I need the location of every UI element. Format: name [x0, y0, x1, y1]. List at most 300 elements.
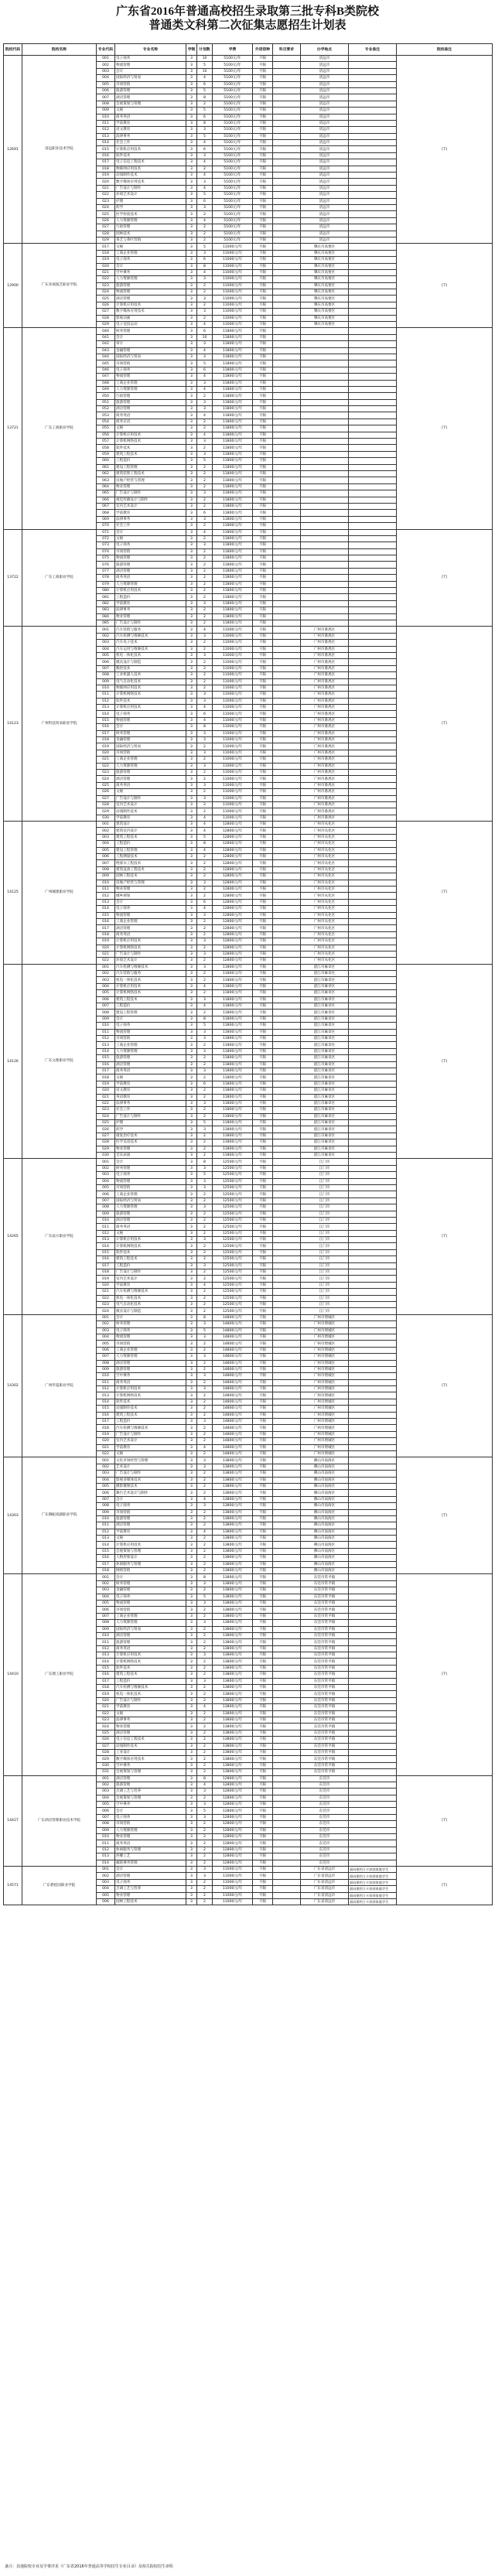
location: 广州市番禺区 [301, 672, 349, 678]
location [301, 490, 349, 497]
language: 不限 [253, 146, 273, 152]
location: 江门市 [301, 1302, 349, 1308]
major-code: 014 [97, 1542, 115, 1548]
language: 不限 [253, 1626, 273, 1632]
quota: 6 [197, 711, 213, 717]
major-code: 016 [97, 1061, 115, 1068]
major-code: 023 [97, 1302, 115, 1308]
tuition: 11800元/年 [213, 977, 253, 983]
major-name: 文秘 [115, 244, 186, 250]
location: 东莞市 [301, 1775, 349, 1782]
institution-code: 14125 [4, 822, 22, 965]
major-remark [349, 244, 397, 250]
quota: 2 [197, 1347, 213, 1353]
major-remark [349, 1536, 397, 1542]
quota: 3 [197, 152, 213, 159]
major-name: 会计 [115, 263, 186, 269]
major-code: 024 [97, 776, 115, 782]
major-name: 人力资源管理 [115, 1354, 186, 1360]
subject-req [273, 1873, 301, 1879]
tuition: 5100元/年 [213, 237, 253, 243]
tuition: 11000元/年 [213, 322, 253, 328]
years: 3 [186, 1262, 197, 1269]
major-remark [349, 938, 397, 945]
years: 3 [186, 1165, 197, 1171]
years: 3 [186, 542, 197, 548]
years: 3 [186, 1555, 197, 1561]
major-code: 014 [97, 906, 115, 912]
major-name: 会计 [115, 1574, 186, 1580]
years: 3 [186, 1048, 197, 1054]
major-name: 护理 [115, 198, 186, 204]
subject-req [273, 334, 301, 340]
quota: 2 [197, 1308, 213, 1314]
major-code: 015 [97, 1055, 115, 1061]
major-remark [349, 1672, 397, 1678]
quota: 2 [197, 1632, 213, 1638]
major-name: 工业机器人技术 [115, 672, 186, 678]
tuition: 11800元/年 [213, 334, 253, 340]
major-remark [349, 1522, 397, 1529]
quota: 4 [197, 529, 213, 535]
major-remark [349, 1691, 397, 1697]
language: 不限 [253, 1295, 273, 1301]
subject-req [273, 1450, 301, 1457]
major-remark [349, 1314, 397, 1320]
quota: 3 [197, 1334, 213, 1340]
major-code: 010 [97, 1373, 115, 1379]
tuition: 11800元/年 [213, 347, 253, 354]
quota: 3 [197, 1100, 213, 1106]
quota: 2 [197, 1587, 213, 1594]
years: 3 [186, 464, 197, 470]
subject-req [273, 711, 301, 717]
years: 3 [186, 108, 197, 114]
language: 不限 [253, 555, 273, 562]
tuition: 11800元/年 [213, 964, 253, 970]
major-remark [349, 958, 397, 964]
years: 3 [186, 1782, 197, 1788]
subject-req [273, 439, 301, 445]
location: 广州市增城区 [301, 1327, 349, 1334]
subject-req [273, 1672, 301, 1678]
major-remark [349, 757, 397, 763]
location: 清远市 [301, 166, 349, 172]
subject-req [273, 971, 301, 977]
major-remark [349, 1341, 397, 1347]
major-name: 文秘 [115, 1230, 186, 1236]
major-name: 工商企业管理 [115, 1613, 186, 1619]
major-name: 国际经济与贸易 [115, 743, 186, 750]
years: 3 [186, 133, 197, 139]
tuition: 11000元/年 [213, 640, 253, 646]
quota: 3 [197, 698, 213, 704]
years: 3 [186, 1724, 197, 1730]
quota: 4 [197, 1496, 213, 1502]
tuition: 13800元/年 [213, 1724, 253, 1730]
subject-req [273, 1743, 301, 1749]
major-name: 市场营销 [115, 1184, 186, 1191]
major-name: 建筑工程技术 [115, 834, 186, 840]
location: 广州市从化区 [301, 828, 349, 834]
language: 不限 [253, 678, 273, 685]
subject-req [273, 276, 301, 282]
language: 不限 [253, 1029, 273, 1035]
major-code: 027 [97, 309, 115, 315]
language: 不限 [253, 211, 273, 217]
major-code: 064 [97, 483, 115, 490]
tuition: 5100元/年 [213, 114, 253, 120]
major-code: 013 [97, 1042, 115, 1048]
major-name: 市场营销 [115, 750, 186, 756]
subject-req [273, 1827, 301, 1833]
subject-req [273, 1088, 301, 1094]
major-code: 025 [97, 211, 115, 217]
subject-req [273, 1730, 301, 1736]
subject-req [273, 659, 301, 665]
quota: 2 [197, 1749, 213, 1755]
subject-req [273, 237, 301, 243]
major-name: 电子商务 [115, 56, 186, 62]
language: 不限 [253, 1775, 273, 1782]
major-code: 042 [97, 341, 115, 347]
quota: 2 [197, 1107, 213, 1113]
subject-req [273, 1042, 301, 1048]
column-header: 办学地点 [301, 44, 349, 56]
language: 不限 [253, 497, 273, 503]
language: 不限 [253, 1840, 273, 1847]
title-line-1: 广东省2016年普通高校招生录取第三批专科B类院校 [115, 5, 379, 18]
tuition: 11800元/年 [213, 523, 253, 529]
language: 不限 [253, 893, 273, 899]
subject-req [273, 94, 301, 101]
major-remark [349, 503, 397, 509]
major-name: 建筑室内设计 [115, 828, 186, 834]
subject-req [273, 523, 301, 529]
quota: 3 [197, 951, 213, 957]
subject-req [273, 698, 301, 704]
major-name: 人物形象设计 [115, 1555, 186, 1561]
subject-req [273, 866, 301, 873]
tuition: 11800元/年 [213, 1120, 253, 1126]
language: 不限 [253, 393, 273, 399]
quota: 3 [197, 964, 213, 970]
major-code: 022 [97, 276, 115, 282]
language: 不限 [253, 101, 273, 107]
tuition: 12800元/年 [213, 951, 253, 957]
subject-req [273, 1184, 301, 1191]
subject-req [273, 1256, 301, 1262]
major-name: 广告设计与制作 [115, 1269, 186, 1276]
major-remark [349, 406, 397, 412]
years: 3 [186, 1847, 197, 1853]
major-remark [349, 828, 397, 834]
major-name: 环境艺术设计 [115, 958, 186, 964]
table-row [4, 1775, 493, 1782]
major-remark [349, 114, 397, 120]
institution-code: 14571 [4, 1866, 22, 1905]
major-code: 002 [97, 1873, 115, 1879]
institution-name: 广东文理职业学院 [22, 964, 97, 1159]
major-name: 建筑工程技术 [115, 1412, 186, 1418]
major-remark [349, 1710, 397, 1717]
major-code: 005 [97, 1802, 115, 1808]
quota: 5 [197, 62, 213, 68]
column-header: 院校代码 [4, 44, 22, 56]
subject-req [273, 990, 301, 996]
location: 广州市番禺区 [301, 633, 349, 639]
years: 3 [186, 1243, 197, 1249]
quota: 4 [197, 374, 213, 380]
subject-req [273, 1879, 301, 1885]
major-code: 063 [97, 477, 115, 483]
tuition: 11800元/年 [213, 510, 253, 516]
location: 广州市增城区 [301, 1399, 349, 1405]
major-name: 计算机网络技术 [115, 692, 186, 698]
subject-req [273, 555, 301, 562]
major-remark [349, 1035, 397, 1041]
major-remark [349, 1379, 397, 1385]
major-code: 024 [97, 289, 115, 296]
location: 东莞市常平镇 [301, 1691, 349, 1697]
years: 3 [186, 1789, 197, 1795]
major-code: 079 [97, 581, 115, 587]
quota: 2 [197, 1509, 213, 1515]
major-name: 旅游管理 [115, 1366, 186, 1372]
language: 不限 [253, 471, 273, 477]
subject-req [273, 620, 301, 626]
years: 3 [186, 1483, 197, 1489]
language: 不限 [253, 114, 273, 120]
quota: 2 [197, 1217, 213, 1223]
years: 3 [186, 419, 197, 425]
major-code: 025 [97, 1730, 115, 1736]
years: 3 [186, 393, 197, 399]
location: 佛山市南海区 [301, 1483, 349, 1489]
major-code: 013 [97, 1853, 115, 1860]
major-name: 财务管理 [115, 730, 186, 736]
major-name: 计算机应用技术 [115, 146, 186, 152]
major-code: 025 [97, 296, 115, 302]
major-code: 012 [97, 127, 115, 133]
subject-req [273, 750, 301, 756]
subject-req [273, 996, 301, 1003]
language: 不限 [253, 367, 273, 373]
location: 东莞市 [301, 1789, 349, 1795]
major-remark [349, 152, 397, 159]
years: 3 [186, 146, 197, 152]
language: 不限 [253, 1276, 273, 1282]
quota: 2 [197, 990, 213, 996]
language: 不限 [253, 801, 273, 808]
subject-req [273, 322, 301, 328]
major-remark: 面向建档立卡贫困家庭学生 [349, 1898, 397, 1905]
quota: 3 [197, 1048, 213, 1054]
language: 不限 [253, 263, 273, 269]
major-remark [349, 101, 397, 107]
quota: 3 [197, 600, 213, 606]
tuition: 11800元/年 [213, 568, 253, 574]
language: 不限 [253, 1756, 273, 1762]
language: 不限 [253, 322, 273, 328]
tuition: 14800元/年 [213, 1425, 253, 1431]
major-code: 013 [97, 133, 115, 139]
location: 湛江市麻章区 [301, 1016, 349, 1022]
language: 不限 [253, 1808, 273, 1814]
institution-remark: [7] [397, 627, 493, 822]
major-remark [349, 847, 397, 853]
tuition: 12500元/年 [213, 1191, 253, 1197]
major-code: 019 [97, 1431, 115, 1437]
major-remark [349, 1737, 397, 1743]
location [301, 510, 349, 516]
years: 3 [186, 1672, 197, 1678]
quota: 5 [197, 1023, 213, 1029]
institution-code: 12900 [4, 244, 22, 328]
major-name: 英语教育 [115, 1094, 186, 1100]
tuition: 11000元/年 [213, 698, 253, 704]
language: 不限 [253, 1327, 273, 1334]
major-code: 008 [97, 1503, 115, 1509]
quota: 4 [197, 159, 213, 166]
major-name: 金融管理 [115, 347, 186, 354]
location: 广州市番禺区 [301, 815, 349, 821]
major-code: 009 [97, 1016, 115, 1022]
major-code: 002 [97, 1464, 115, 1470]
language: 不限 [253, 328, 273, 334]
subject-req [273, 1276, 301, 1282]
quota: 2 [197, 1710, 213, 1717]
location: 江门市 [301, 1243, 349, 1249]
language: 不限 [253, 224, 273, 231]
subject-req [273, 665, 301, 671]
subject-req [273, 62, 301, 68]
subject-req [273, 1782, 301, 1788]
quota: 3 [197, 1620, 213, 1626]
major-name: 工商企业管理 [115, 1191, 186, 1197]
years: 3 [186, 1515, 197, 1522]
quota: 6 [197, 81, 213, 87]
quota: 3 [197, 1503, 213, 1509]
major-code: 010 [97, 1834, 115, 1840]
major-remark [349, 1003, 397, 1010]
location: 湛江市麻章区 [301, 1100, 349, 1106]
years: 3 [186, 1211, 197, 1217]
language: 不限 [253, 1515, 273, 1522]
language: 不限 [253, 529, 273, 535]
location: 肇庆市高要区 [301, 296, 349, 302]
tuition: 11800元/年 [213, 1100, 253, 1106]
major-code: 050 [97, 393, 115, 399]
language: 不限 [253, 1697, 273, 1703]
major-remark [349, 555, 397, 562]
major-remark [349, 250, 397, 256]
major-name: 会计 [115, 899, 186, 905]
tuition: 12800元/年 [213, 918, 253, 924]
tuition: 11000元/年 [213, 776, 253, 782]
location: 肇庆市高要区 [301, 263, 349, 269]
years: 3 [186, 269, 197, 275]
major-code: 007 [97, 860, 115, 866]
major-code: 040 [97, 328, 115, 334]
major-name: 空中乘务 [115, 269, 186, 275]
years: 3 [186, 893, 197, 899]
tuition: 5100元/年 [213, 140, 253, 146]
language: 不限 [253, 854, 273, 860]
years: 3 [186, 1100, 197, 1106]
major-code: 007 [97, 1814, 115, 1820]
subject-req [273, 873, 301, 880]
major-code: 008 [97, 1620, 115, 1626]
years: 3 [186, 386, 197, 392]
language: 不限 [253, 1269, 273, 1276]
location: 江门市 [301, 1178, 349, 1184]
language: 不限 [253, 1074, 273, 1081]
subject-req [273, 1419, 301, 1425]
years: 3 [186, 1542, 197, 1548]
location: 清远市 [301, 114, 349, 120]
language: 不限 [253, 750, 273, 756]
major-remark [349, 1217, 397, 1223]
quota: 3 [197, 1802, 213, 1808]
quota: 2 [197, 1477, 213, 1483]
language: 不限 [253, 1249, 273, 1256]
major-remark [349, 1425, 397, 1431]
major-remark [349, 1386, 397, 1392]
major-code: 080 [97, 588, 115, 594]
major-name: 计算机网络技术 [115, 1392, 186, 1399]
major-name: 视觉传播设计与制作 [115, 497, 186, 503]
major-name: 社会工作 [115, 1107, 186, 1113]
major-remark [349, 887, 397, 893]
major-code: 021 [97, 1444, 115, 1450]
language: 不限 [253, 1620, 273, 1626]
language: 不限 [253, 730, 273, 736]
quota: 3 [197, 179, 213, 185]
quota: 4 [197, 815, 213, 821]
language: 不限 [253, 1717, 273, 1724]
major-code: 020 [97, 1282, 115, 1288]
subject-req [273, 1847, 301, 1853]
institution-remark: [7] [397, 964, 493, 1159]
subject-req [273, 159, 301, 166]
major-remark [349, 133, 397, 139]
major-code: 001 [97, 1314, 115, 1320]
quota: 6 [197, 367, 213, 373]
major-code: 012 [97, 1230, 115, 1236]
major-name: 房地产经营与管理 [115, 477, 186, 483]
major-remark [349, 1632, 397, 1638]
major-remark [349, 1224, 397, 1230]
major-code: 062 [97, 471, 115, 477]
language: 不限 [253, 1237, 273, 1243]
subject-req [273, 1282, 301, 1288]
major-name: 商务英语 [115, 575, 186, 581]
major-code: 052 [97, 406, 115, 412]
years: 3 [186, 1386, 197, 1392]
major-remark [349, 1419, 397, 1425]
years: 3 [186, 1450, 197, 1457]
major-code: 048 [97, 380, 115, 386]
major-name: 物业管理 [115, 613, 186, 620]
major-code: 007 [97, 1003, 115, 1010]
location: 广州市番禺区 [301, 750, 349, 756]
language: 不限 [253, 1821, 273, 1827]
quota: 2 [197, 1366, 213, 1372]
major-code: 017 [97, 1678, 115, 1684]
major-name: 计算机网络技术 [115, 945, 186, 951]
tuition: 11000元/年 [213, 1892, 253, 1898]
